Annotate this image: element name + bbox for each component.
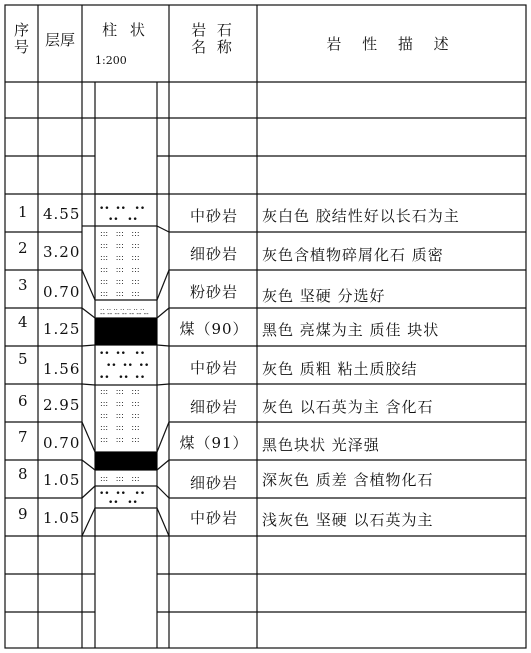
- svg-text:•• •• ••: •• •• ••: [99, 373, 146, 383]
- header-rock-name: [169, 22, 257, 56]
- svg-text:.. .. .. .. .. .. ..: .. .. .. .. .. .. ..: [100, 304, 145, 312]
- layer-9-name: 中砂岩: [189, 509, 238, 527]
- layer-6-name: 细砂岩: [189, 398, 238, 416]
- layer-6-thickness: 2.95: [43, 396, 81, 414]
- header-rock-name-line2: 名 称: [191, 38, 235, 56]
- svg-text:::: ::: :::: ::: ::: :::: [100, 423, 140, 432]
- header-rock-name-line1: 岩 石: [191, 21, 235, 39]
- header-description: 岩 性 描 述: [326, 35, 457, 53]
- layer-1-name: 中砂岩: [189, 207, 238, 225]
- column-medium-sandstone-5: [99, 349, 149, 383]
- svg-text:::: ::: :::: ::: ::: :::: [100, 265, 140, 274]
- layer-1-no: 1: [18, 203, 28, 221]
- layer-5-thickness: 1.56: [43, 360, 81, 378]
- svg-text:::: ::: :::: ::: ::: :::: [100, 241, 140, 250]
- column-siltstone-3: [100, 304, 149, 318]
- layer-3-name: 粉砂岩: [189, 283, 238, 301]
- layer-5-desc: 灰色 质粗 粘土质胶结: [262, 360, 418, 378]
- svg-text:•• ••: •• ••: [108, 498, 138, 508]
- layer-7-name: 煤（91）: [179, 434, 249, 452]
- layer-9-no: 9: [18, 505, 28, 523]
- layer-7-desc: 黑色块状 光泽强: [262, 436, 380, 454]
- layer-2-desc: 灰色含植物碎屑化石 质密: [262, 246, 444, 264]
- layer-5-name: 中砂岩: [189, 359, 238, 377]
- layer-8-desc: 深灰色 质差 含植物化石: [262, 471, 434, 489]
- header-seq-line2: 号: [13, 38, 29, 56]
- svg-text:::: ::: :::: ::: ::: :::: [100, 435, 140, 444]
- svg-text:•• ••: •• ••: [108, 215, 138, 225]
- layer-5-no: 5: [18, 350, 28, 368]
- column-fine-sandstone-6: [100, 387, 140, 444]
- layer-3-no: 3: [18, 276, 28, 294]
- layer-7-thickness: 0.70: [43, 434, 81, 452]
- svg-text:::: ::: :::: ::: ::: :::: [100, 399, 140, 408]
- svg-text:::: ::: :::: ::: ::: :::: [100, 474, 140, 483]
- column-fine-sandstone-2: [100, 229, 140, 298]
- svg-text:•• •• ••: •• •• ••: [99, 349, 146, 359]
- svg-text:::: ::: :::: ::: ::: :::: [100, 229, 140, 238]
- header-thickness: 层厚: [44, 31, 75, 49]
- svg-text:-- -- -- -- -- -- --: -- -- -- -- -- -- --: [100, 310, 149, 318]
- layer-2-name: 细砂岩: [189, 245, 238, 263]
- layer-9-desc: 浅灰色 坚硬 以石英为主: [262, 511, 434, 529]
- layer-6-no: 6: [18, 392, 28, 410]
- svg-text:::: ::: :::: ::: ::: :::: [100, 411, 140, 420]
- layer-1-desc: 灰白色 胶结性好以长石为主: [262, 207, 460, 225]
- layer-3-thickness: 0.70: [43, 283, 81, 301]
- column-medium-sandstone-9: [99, 489, 145, 508]
- column-coal-7: [95, 452, 157, 470]
- svg-text:•• •• ••: •• •• ••: [99, 204, 146, 214]
- svg-text:•• •• ••: •• •• ••: [99, 489, 146, 499]
- header-seq: [5, 22, 38, 56]
- layer-4-name: 煤（90）: [179, 320, 249, 338]
- layer-8-no: 8: [18, 465, 28, 483]
- layer-6-desc: 灰色 以石英为主 含化石: [262, 398, 434, 416]
- layer-3-desc: 灰色 坚硬 分选好: [262, 287, 386, 305]
- layer-9-thickness: 1.05: [43, 509, 81, 527]
- layer-4-desc: 黑色 亮煤为主 质佳 块状: [262, 321, 440, 339]
- layer-8-name: 细砂岩: [189, 474, 238, 492]
- header-scale: 1:200: [95, 54, 127, 67]
- svg-text:•• •• ••: •• •• ••: [106, 361, 150, 371]
- column-fine-sandstone-8: [100, 474, 140, 483]
- layer-2-no: 2: [18, 239, 28, 257]
- column-medium-sandstone-1: [99, 204, 145, 225]
- svg-text:::: ::: :::: ::: ::: :::: [100, 387, 140, 396]
- layer-8-thickness: 1.05: [43, 471, 81, 489]
- svg-text:::: ::: :::: ::: ::: :::: [100, 289, 140, 298]
- column-coal-4: [95, 318, 157, 345]
- layer-4-no: 4: [18, 313, 28, 331]
- svg-text:::: ::: :::: ::: ::: :::: [100, 253, 140, 262]
- header-column: 柱 状: [102, 21, 149, 39]
- layer-7-no: 7: [18, 428, 28, 446]
- svg-text:::: ::: :::: ::: ::: :::: [100, 277, 140, 286]
- layer-1-thickness: 4.55: [43, 205, 81, 223]
- header-seq-line1: 序: [13, 21, 29, 39]
- layer-2-thickness: 3.20: [43, 243, 81, 261]
- layer-4-thickness: 1.25: [43, 320, 81, 338]
